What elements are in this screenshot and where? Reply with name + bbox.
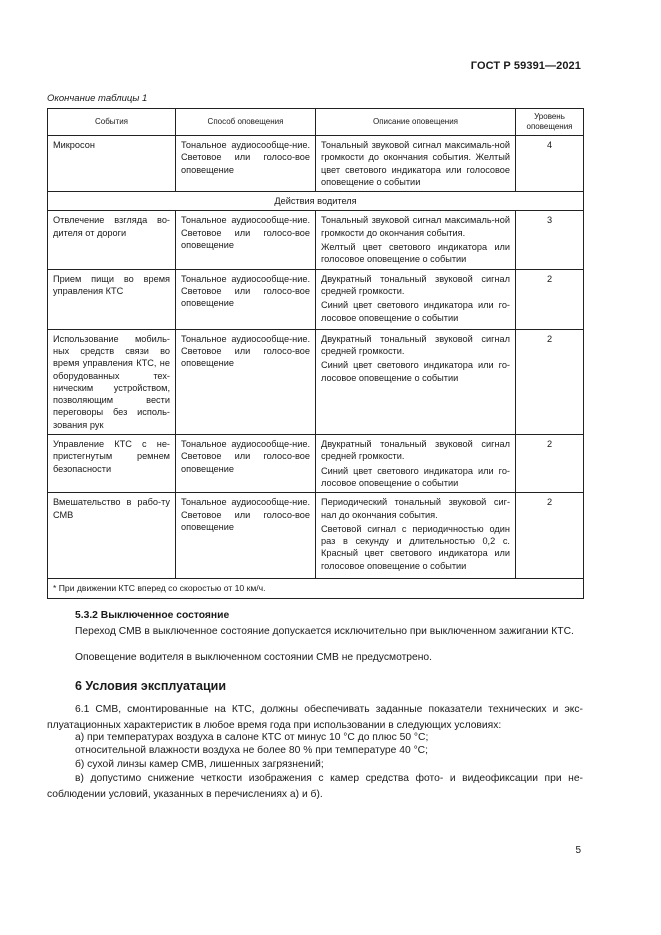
footnote-row [48, 579, 584, 598]
event-cell: Микросон [48, 136, 176, 192]
method-cell: Тональное аудиосообще-ние. Световое или голосо-вое оповещение [176, 211, 316, 269]
column-header: События [48, 109, 176, 136]
level-cell: 2 [516, 435, 584, 493]
list-item: относительной влажности воздуха не более 80 % при температуре 40 °С; [75, 745, 428, 756]
section-row [48, 192, 584, 211]
page-number: 5 [575, 845, 581, 856]
column-header: Описание оповещения [316, 109, 516, 136]
table-row [48, 136, 584, 192]
list-item: в) допустимо снижение четкости изображения с камер средства фото- и видеофиксации при не-соблюдении условий, указанных в перечислениях а) и б). [47, 773, 583, 800]
list-item: а) при температурах воздуха в салоне КТС от минус 10 °С до плюс 50 °С; [75, 732, 429, 743]
description-cell: Тональный звуковой сигнал максималь-ной громкости до окончания события. Желтый цвет светового индикатора или голосовое оповещение о событии [316, 136, 516, 192]
description-cell: Двукратный тональный звуковой сигнал средней громкости. Синий цвет светового индикатора или го-лосовое оповещение о событии [316, 269, 516, 329]
table-row [48, 493, 584, 579]
level-cell: 2 [516, 329, 584, 434]
method-cell: Тональное аудиосообще-ние. Световое или голосо-вое оповещение [176, 329, 316, 434]
column-header: Способ оповещения [176, 109, 316, 136]
table-caption: Окончание таблицы 1 [47, 93, 148, 104]
event-cell: Использование мобиль-ных средств связи во время управления КТС, не оборудованных тех-ническим устройством, позволяющим вести переговоры без исполь-зования рук [48, 329, 176, 434]
level-cell: 2 [516, 493, 584, 579]
paragraph: Переход СМВ в выключенное состояние допускается исключительно при выключенном зажигании КТС. [75, 626, 574, 637]
method-cell: Тональное аудиосообще-ние. Световое или голосо-вое оповещение [176, 435, 316, 493]
event-cell: Управление КТС с не-пристегнутым ремнем безопасности [48, 435, 176, 493]
event-cell: Прием пищи во время управления КТС [48, 269, 176, 329]
standard-number: ГОСТ Р 59391—2021 [470, 60, 581, 72]
table-row [48, 269, 584, 329]
table-row [48, 211, 584, 269]
table-row [48, 435, 584, 493]
paragraph: Оповещение водителя в выключенном состоянии СМВ не предусмотрено. [75, 652, 433, 663]
paragraph: 6.1 СМВ, смонтированные на КТС, должны обеспечивать заданные показатели технических и экс-плуатационных характеристик в любое время года при использовании в следующих условиях: [47, 704, 583, 731]
subsection-heading: 5.3.2 Выключенное состояние [75, 610, 230, 621]
table-footnote: * При движении КТС вперед со скоростью от 10 км/ч. [48, 579, 584, 598]
section-heading: 6 Условия эксплуатации [75, 679, 227, 693]
level-cell: 2 [516, 269, 584, 329]
column-header: Уровень оповещения [516, 109, 584, 136]
list-item: б) сухой линзы камер СМВ, лишенных загрязнений; [75, 759, 324, 770]
notification-table [47, 108, 584, 599]
method-cell: Тональное аудиосообще-ние. Световое или голосо-вое оповещение [176, 493, 316, 579]
event-cell: Вмешательство в рабо-ту СМВ [48, 493, 176, 579]
method-cell: Тональное аудиосообще-ние. Световое или голосо-вое оповещение [176, 269, 316, 329]
level-cell: 3 [516, 211, 584, 269]
table-header-row [48, 109, 584, 136]
table-row [48, 329, 584, 434]
description-cell: Двукратный тональный звуковой сигнал средней громкости. Синий цвет светового индикатора или го-лосовое оповещение о событии [316, 435, 516, 493]
description-cell: Двукратный тональный звуковой сигнал средней громкости. Синий цвет светового индикатора или го-лосовое оповещение о событии [316, 329, 516, 434]
section-title: Действия водителя [48, 192, 584, 211]
description-cell: Периодический тональный звуковой сиг-нал до окончания события. Световой сигнал с периодичностью один раз в секунду и длительностью 0,2 с. Красный цвет светового индикатора или голосовое оповещение о событии [316, 493, 516, 579]
description-cell: Тональный звуковой сигнал максималь-ной громкости до окончания события. Желтый цвет светового индикатора или голосовое оповещение о событии [316, 211, 516, 269]
level-cell: 4 [516, 136, 584, 192]
event-cell: Отвлечение взгляда во-дителя от дороги [48, 211, 176, 269]
method-cell: Тональное аудиосообще-ние. Световое или голосо-вое оповещение [176, 136, 316, 192]
